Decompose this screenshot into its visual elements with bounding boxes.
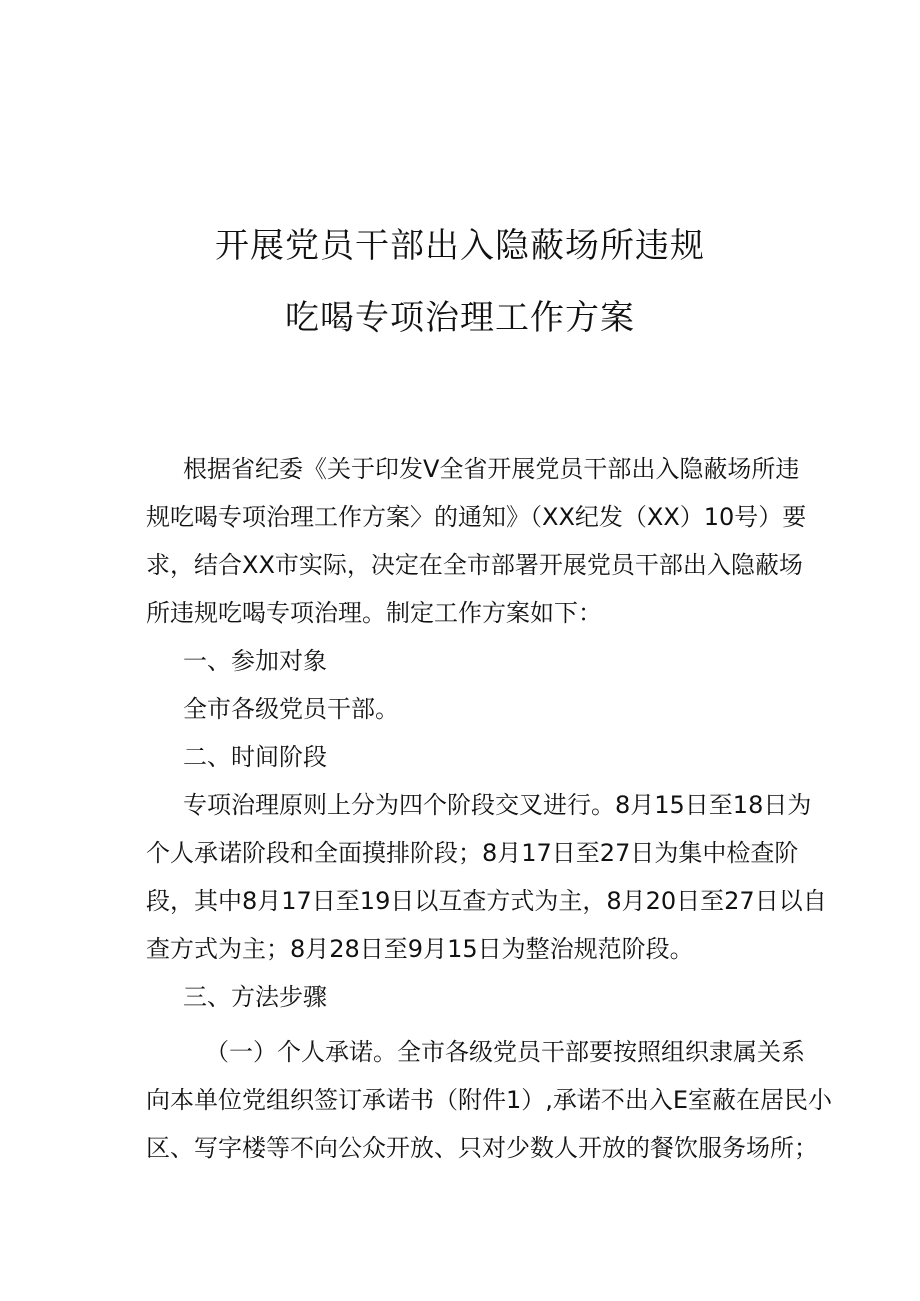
intro-line-2: 规吃喝专项治理工作方案〉的通知》（XX纪发（XX）10号）要: [146, 503, 807, 531]
section-3-line-1: （一）个人承诺。全市各级党员干部要按照组织隶属关系: [205, 1038, 805, 1066]
section-2-heading: 二、时间阶段: [183, 743, 327, 771]
document-title-line-2: 吃喝专项治理工作方案: [285, 298, 635, 338]
section-3-heading: 三、方法步骤: [183, 983, 327, 1011]
section-2-line-1: 专项治理原则上分为四个阶段交叉进行。8月15日至18日为: [183, 791, 812, 819]
document-title-line-1: 开展党员干部出入隐蔽场所违规: [215, 226, 705, 266]
section-3-line-2: 向本单位党组织签订承诺书（附件1）,承诺不出入E室蔽在居民小: [146, 1086, 833, 1114]
section-1-text: 全市各级党员干部。: [183, 695, 399, 723]
section-3-line-3: 区、写字楼等不向公众开放、只对少数人开放的餐饮服务场所；: [146, 1134, 818, 1162]
section-2-line-3: 段，其中8月17日至19日以互查方式为主，8月20日至27日以自: [146, 887, 827, 915]
intro-line-4: 所违规吃喝专项治理。制定工作方案如下：: [146, 599, 602, 627]
intro-line-1: 根据省纪委《关于印发V全省开展党员干部出入隐蔽场所违: [183, 455, 800, 483]
intro-line-3: 求，结合XX市实际，决定在全市部署开展党员干部出入隐蔽场: [146, 551, 803, 579]
section-2-line-2: 个人承诺阶段和全面摸排阶段；8月17日至27日为集中检查阶: [146, 839, 799, 867]
section-2-line-4: 查方式为主；8月28日至9月15日为整治规范阶段。: [146, 935, 694, 963]
section-1-heading: 一、参加对象: [183, 647, 327, 675]
